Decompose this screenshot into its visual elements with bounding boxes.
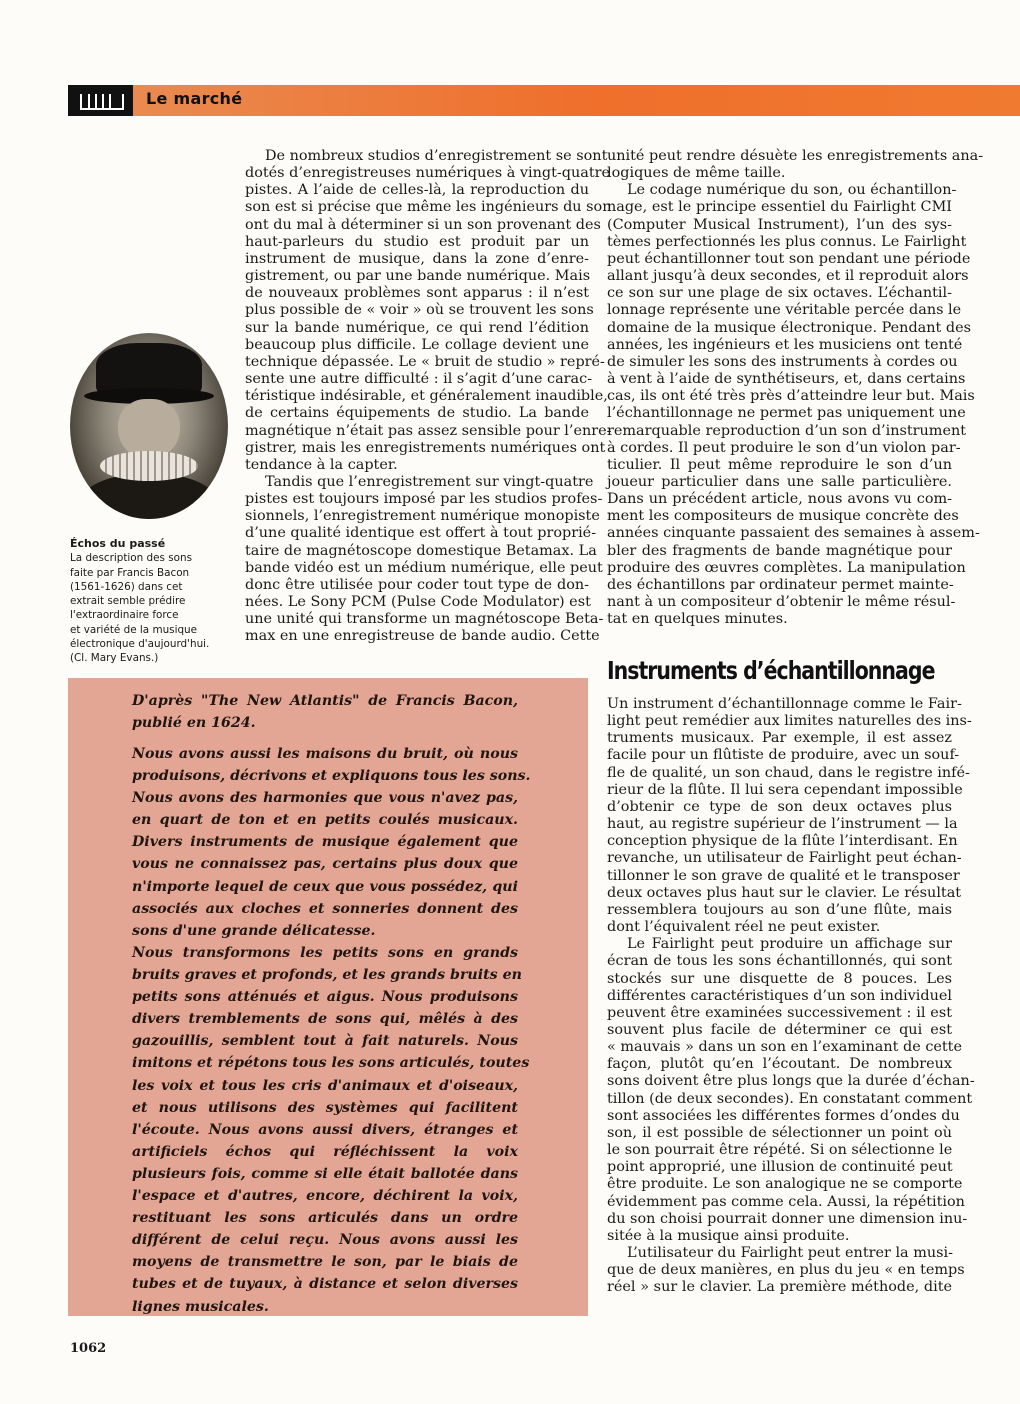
text-line: ticulier. Il peut même reproduire le son d’un — [607, 456, 952, 473]
text-line: max en une enregistreuse de bande audio. Cette — [245, 628, 600, 645]
paragraph — [607, 936, 975, 1245]
text-line: ment les compositeurs de musique concrète des — [607, 508, 959, 525]
text-line: sons doivent être plus longs que la durée d’échan- — [607, 1073, 975, 1090]
text-line: L’utilisateur du Fairlight peut entrer la musi- — [627, 1245, 953, 1261]
text-line: nage, est le principe essentiel du Fairlight CMI — [607, 199, 952, 216]
text-line: sente une autre difficulté : il s’agit d’une carac- — [245, 371, 593, 388]
text-line: à vent à l’aide de synthétiseurs, et, dans certains — [607, 371, 966, 388]
text-line: ce son sur une plage de six octaves. L’échantil- — [607, 285, 952, 302]
quote-line: Nous transformons les petits sons en grands — [132, 945, 518, 961]
text-line: façon, plutôt qu’en l’écoutant. De nombreux — [607, 1056, 952, 1073]
paragraph — [607, 182, 980, 628]
quote-line: bruits graves et profonds, et les grands bruits en — [132, 967, 522, 984]
text-line: pistes est toujours imposé par les studios profes- — [245, 491, 603, 508]
quote-line: les voix et tous les cris d'animaux et d'oiseaux, — [132, 1077, 518, 1094]
text-line: instrument de musique, dans la zone d’enre- — [245, 250, 589, 267]
text-line: remarquable reproduction d’un son d’instrument — [607, 422, 967, 439]
text-line: de certains équipements de studio. La bande — [245, 405, 589, 422]
caption-line: et variété de la musique — [70, 623, 198, 636]
text-line: produire des œuvres complètes. La manipulation — [607, 559, 966, 576]
paragraph — [607, 1245, 965, 1296]
text-line: ressemblera toujours au son d’une flûte, mais — [607, 901, 952, 918]
quote-line: Nous avons aussi les maisons du bruit, où nous — [132, 746, 518, 762]
article-column-2 — [607, 148, 984, 628]
quote-line: produisons, décrivons et expliquons tous les sons. — [132, 768, 531, 785]
section-title: Instruments d’échantillonnage — [607, 656, 935, 685]
text-line: lonnage représente une véritable percée dans le — [607, 302, 962, 319]
article-column-1 — [245, 148, 612, 646]
section-header-bar — [68, 85, 1020, 116]
text-line: être produite. Le son analogique ne se comporte — [607, 1176, 963, 1193]
text-line: Le codage numérique du son, ou échantillon- — [627, 182, 957, 199]
quote-line: imitons et répétons tous les sons articulés, toutes — [132, 1055, 530, 1072]
quote-line: restituant les sons articulés dans un ordre — [132, 1210, 518, 1227]
quote-line: artificiels échos qui réfléchissent la voix — [132, 1143, 518, 1160]
quote-line: sons d'une grande délicatesse. — [132, 922, 376, 939]
quote-line: Nous avons des harmonies que vous n'avez pas, — [132, 790, 518, 807]
text-line: technique dépassée. Le « bruit de studio » repré- — [245, 353, 605, 370]
text-line: dont l’équivalent réel ne peut exister. — [607, 919, 881, 936]
quote-line: D'après "The New Atlantis" de Francis Bacon, — [132, 693, 518, 709]
text-line: d’une qualité identique est offert à tout proprié- — [245, 525, 597, 542]
caption-line: (Cl. Mary Evans.) — [70, 652, 159, 665]
text-line: téristique indésirable, et généralement inaudible, — [245, 388, 608, 405]
text-line: stockés sur une disquette de 8 pouces. Les — [607, 970, 952, 987]
caption-title: Échos du passé — [70, 537, 166, 550]
quote-line: tubes et de tuyaux, à distance et selon diverses — [132, 1276, 518, 1293]
text-line: une unité qui transforme un magnétoscope Beta- — [245, 611, 604, 628]
text-line: Dans un précédent article, nous avons vu com- — [607, 491, 952, 508]
text-line: plus possible de « voir » où se trouvent les sons — [245, 302, 594, 319]
text-line: réel » sur le clavier. La première méthode, dite — [607, 1279, 952, 1296]
quote-paragraph-2 — [132, 942, 530, 1318]
quote-line: associés aux cloches et sonneries donnent des — [132, 900, 518, 917]
quote-line: lignes musicales. — [132, 1298, 269, 1315]
francis-bacon-portrait — [70, 333, 228, 519]
text-line: rieur de la flûte. Il lui sera cependant impossible — [607, 781, 963, 798]
text-line: revanche, un utilisateur de Fairlight peut échan- — [607, 850, 962, 867]
text-line: magnétique n’était pas assez sensible pour l’enre- — [245, 422, 612, 439]
paragraph — [607, 696, 972, 936]
text-line: allant jusqu’à deux secondes, et il reproduit alors — [607, 268, 969, 285]
text-line: tèmes perfectionnés les plus connus. Le Fairlight — [607, 233, 967, 250]
text-line: années, les ingénieurs et les musiciens ont tenté — [607, 336, 963, 353]
caption-line: électronique d'aujourd'hui. — [70, 638, 210, 651]
portrait-caption — [70, 537, 238, 666]
text-line: pistes. A l’aide de celles-là, la reproduction du — [245, 182, 589, 199]
text-line: deux octaves plus haut sur le clavier. Le résultat — [607, 884, 962, 901]
caption-line: (1561-1626) dans cet — [70, 580, 183, 593]
text-line: « mauvais » dans un son en l’examinant de cette — [607, 1039, 962, 1056]
text-line: sur la bande numérique, ce qui rend l’édition — [245, 319, 589, 336]
text-line: le son pourrait être répété. Si on sélectionne le — [607, 1142, 953, 1159]
text-line: light peut remédier aux limites naturelles des ins- — [607, 713, 972, 730]
text-line: truments musicaux. Par exemple, il est assez — [607, 730, 952, 747]
quote-intro — [132, 690, 518, 734]
quote-line: l'espace et d'autres, encore, déchirent la voix, — [132, 1188, 518, 1205]
text-line: sitée à la musique ainsi produite. — [607, 1227, 850, 1244]
text-line: Le Fairlight peut produire un affichage sur — [627, 936, 952, 953]
text-line: Un instrument d’échantillonnage comme le Fair- — [607, 696, 962, 712]
text-line: facile pour un flûtiste de produire, avec un souf- — [607, 747, 960, 764]
text-line: fle de qualité, un son chaud, dans le registre infé- — [607, 764, 970, 781]
text-line: conception physique de la flûte l’interdisant. En — [607, 833, 958, 850]
text-line: bler des fragments de bande magnétique pour — [607, 542, 952, 559]
text-line: haut, au registre supérieur de l’instrument — la — [607, 816, 958, 833]
text-line: peut échantillonner tout son pendant une période — [607, 250, 971, 267]
text-line: sont associées les différentes formes d’ondes du — [607, 1107, 960, 1124]
quote-line: gazouillis, semblent tout à fait naturels. Nous — [132, 1033, 518, 1050]
text-line: tillonner le son grave de qualité et le transposer — [607, 867, 960, 884]
quote-line: publié en 1624. — [132, 715, 256, 732]
text-line: (Computer Musical Instrument), l’un des sys- — [607, 216, 952, 233]
text-line: De nombreux studios d’enregistrement se sont — [265, 148, 608, 164]
text-line: gistrer, mais les enregistrements numériques ont — [245, 439, 606, 456]
text-line: tillon (de deux secondes). En constatant comment — [607, 1090, 973, 1107]
text-line: nant à un compositeur d’obtenir le même résul- — [607, 594, 956, 611]
text-line: unité peut rendre désuète les enregistrements ana- — [607, 148, 984, 164]
text-line: donc être utilisée pour coder tout type de don- — [245, 576, 589, 593]
text-line: bande vidéo est un médium numérique, elle peut — [245, 559, 603, 576]
text-line: cas, ils ont été très près d’atteindre leur but. Mais — [607, 388, 975, 405]
text-line: peuvent être examinées successivement : il est — [607, 1004, 952, 1021]
text-line: à cordes. Il peut produire le son d’un violon par- — [607, 439, 961, 456]
text-line: l’échantillonnage ne permet pas uniquement une — [607, 405, 966, 422]
text-line: différentes caractéristiques d’un son individuel — [607, 987, 952, 1004]
text-line: taire de magnétoscope domestique Betamax. La — [245, 542, 597, 559]
text-line: tat en quelques minutes. — [607, 611, 788, 628]
caption-line: extrait semble prédire — [70, 595, 186, 608]
quote-paragraph-1 — [132, 743, 531, 942]
text-line: point approprié, une illusion de continuité peut — [607, 1159, 953, 1176]
quote-line: l'écoute. Nous avons aussi divers, étranges et — [132, 1121, 518, 1138]
keyboard-keys-icon — [68, 85, 133, 116]
text-line: des échantillons par ordinateur permet mainte- — [607, 576, 954, 593]
quote-line: différent de celui reçu. Nous avons aussi les — [132, 1232, 518, 1249]
text-line: évidemment pas comme cela. Aussi, la répétition — [607, 1193, 965, 1210]
text-line: ont du mal à déterminer si un son provenant des — [245, 216, 601, 233]
quote-line: plusieurs fois, comme si elle était ballotée dans — [132, 1165, 518, 1182]
text-line: domaine de la musique électronique. Pendant des — [607, 319, 971, 336]
quote-line: et nous utilisons des systèmes qui facilitent — [132, 1099, 518, 1116]
text-line: tendance à la capter. — [245, 456, 398, 473]
paragraph — [607, 148, 984, 182]
page-number: 1062 — [70, 1341, 107, 1356]
text-line: de nouveaux problèmes sont apparus : il n’est — [245, 285, 589, 302]
text-line: haut-parleurs du studio est produit par un — [245, 233, 589, 250]
text-line: beaucoup plus difficile. Le collage devient une — [245, 336, 589, 353]
quote-line: n'importe lequel de ceux que vous possédez, qui — [132, 878, 518, 895]
quote-line: petits sons atténués et aigus. Nous produisons — [132, 989, 518, 1006]
section-label: Le marché — [146, 89, 243, 108]
text-line: logiques de même taille. — [607, 165, 786, 182]
text-line: Tandis que l’enregistrement sur vingt-quatre — [265, 473, 594, 490]
quote-line: divers tremblements de sons qui, mêlés à des — [132, 1011, 518, 1028]
text-line: son est si précise que même les ingénieurs du son — [245, 199, 612, 216]
text-line: que de deux manières, en plus du jeu « en temps — [607, 1262, 965, 1279]
text-line: écran de tous les sons échantillonnés, qui sont — [607, 953, 952, 970]
text-line: du son choisi pourrait donner une dimension inu- — [607, 1210, 968, 1227]
quote-line: vous ne connaissez pas, certains plus doux que — [132, 856, 518, 873]
quote-line: en quart de ton et en petits coulés musicaux. — [132, 812, 518, 829]
quote-line: moyens de transmettre le son, par le biais de — [132, 1254, 518, 1271]
text-line: son, il est possible de sélectionner un point où — [607, 1124, 952, 1141]
text-line: nées. Le Sony PCM (Pulse Code Modulator) est — [245, 594, 591, 611]
article-column-3 — [607, 696, 975, 1296]
text-line: dotés d’enregistreuses numériques à vingt-quatre — [245, 165, 610, 182]
text-line: gistrement, ou par une bande numérique. Mais — [245, 268, 591, 285]
text-line: souvent plus facile de déterminer ce qui est — [607, 1021, 952, 1038]
caption-line: l'extraordinaire force — [70, 609, 179, 622]
quote-line: Divers instruments de musique également que — [132, 834, 518, 851]
text-line: années cinquante passaient des semaines à assem- — [607, 525, 980, 542]
text-line: d’obtenir ce type de son deux octaves plus — [607, 798, 952, 815]
text-line: sionnels, l’enregistrement numérique monopiste — [245, 508, 600, 525]
caption-line: faite par Francis Bacon — [70, 566, 190, 579]
text-line: joueur particulier dans une salle particulière. — [607, 473, 952, 490]
paragraph — [245, 148, 612, 474]
paragraph — [245, 473, 604, 646]
caption-line: La description des sons — [70, 552, 193, 565]
text-line: de simuler les sons des instruments à cordes ou — [607, 353, 958, 370]
